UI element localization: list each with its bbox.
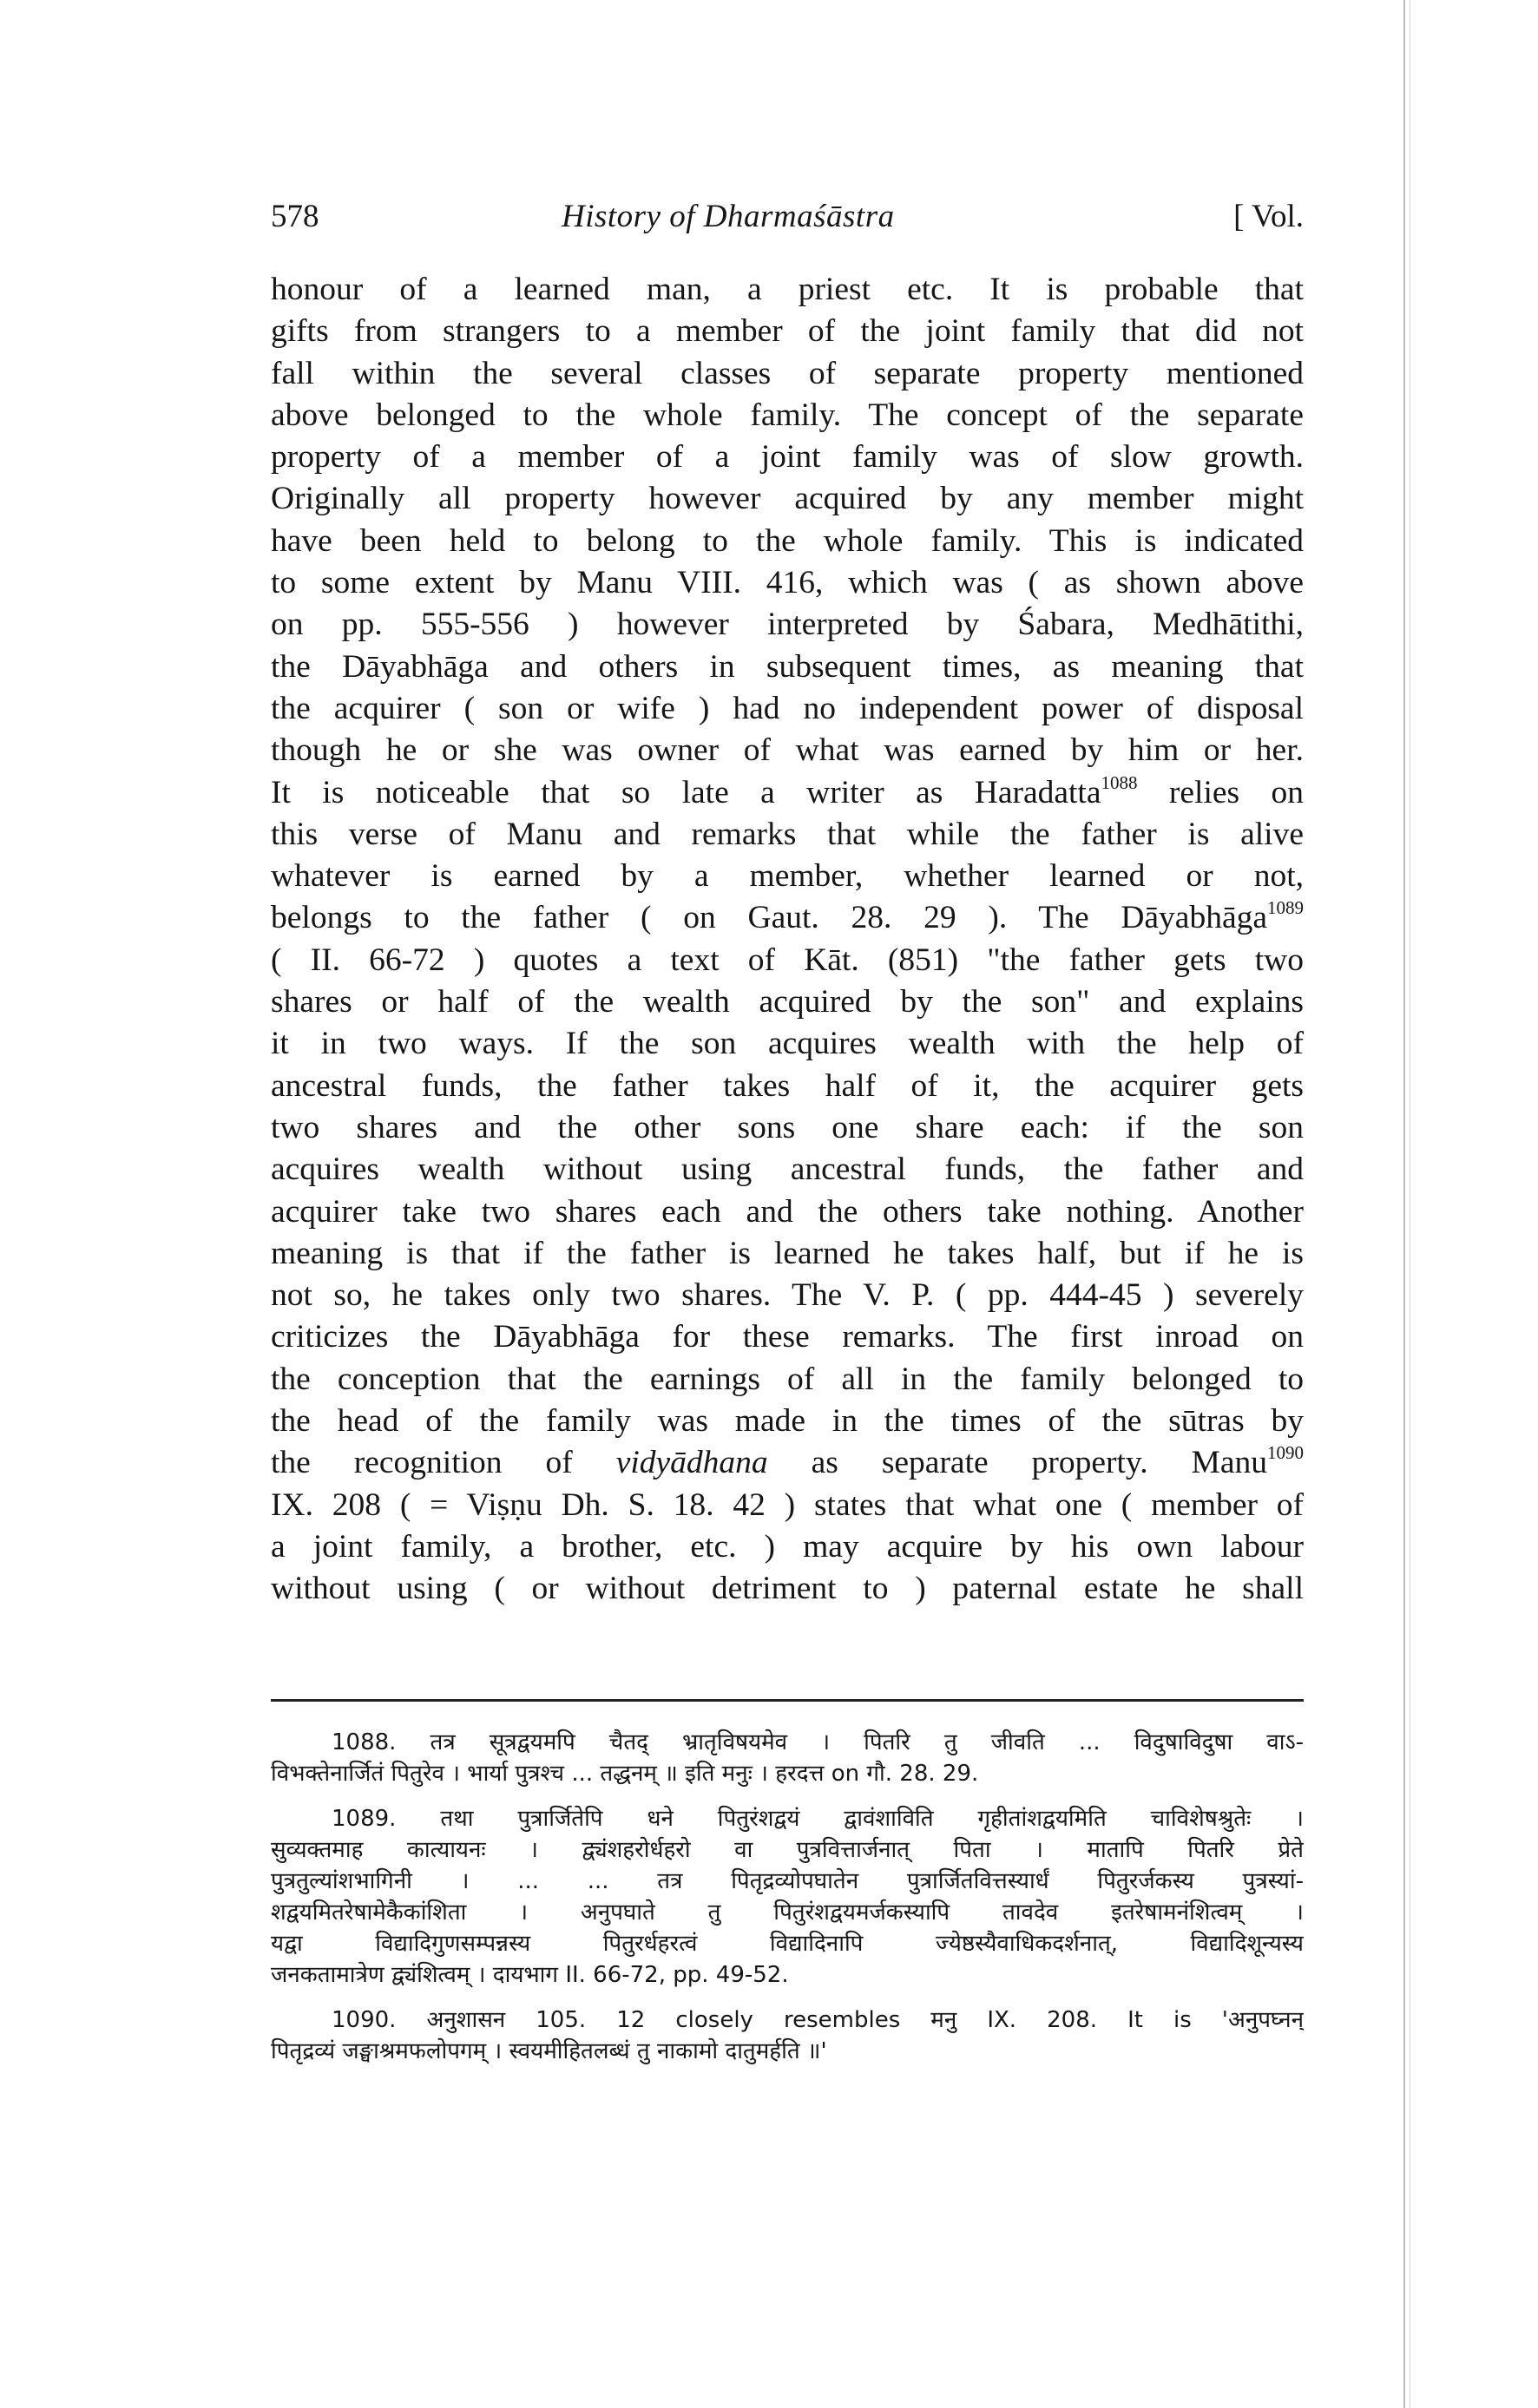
text-line: this verse of Manu and remarks that while the father is alive — [271, 816, 1304, 852]
text-line: to some extent by Manu VIII. 416, which was ( as shown above — [271, 565, 1304, 601]
footnotes — [271, 1727, 1304, 2081]
footnote-line — [271, 2004, 1304, 2036]
footnote-text: तत्र सूत्रद्वयमपि चैतद् भ्रातृविषयमेव । पितरि तु जीवति ... विदुषाविदुषा वाऽ- — [430, 1729, 1304, 1755]
footnote-line: सुव्यक्तमाह कात्यायनः । द्व्यंशहरोर्धहरो वा पुत्रवित्तार्जनात् पिता । मातापि पितरि प्रेते — [271, 1837, 1304, 1863]
italic-term: vidyādhana — [615, 1445, 768, 1481]
footnote-line: जनकतामात्रेण द्व्यंशित्वम् । दायभाग II. 66-72, pp. 49-52. — [271, 1962, 789, 1988]
footnote-number: 1088. — [332, 1729, 397, 1755]
text-line: fall within the several classes of separate property mentioned — [271, 355, 1304, 391]
footnote-1088 — [271, 1727, 1304, 1789]
text-line: criticizes the Dāyabhāga for these remarks. The first inroad on — [271, 1319, 1304, 1355]
text-line: have been held to belong to the whole family. This is indicated — [271, 522, 1304, 559]
text-line: the acquirer ( son or wife ) had no independent power of disposal — [271, 690, 1304, 726]
footnote-line — [271, 1727, 1304, 1758]
text-line-with-ref-1089 — [271, 897, 1304, 939]
text-line-with-ref-1088 — [271, 772, 1304, 814]
text-line: on pp. 555-556 ) however interpreted by Śabara, Medhātithi, — [271, 607, 1304, 643]
text-line: shares or half of the wealth acquired by the son" and explains — [271, 984, 1304, 1020]
footnote-line: पितृद्रव्यं जङ्घाश्रमफलोपगम् । स्वयमीहितलब्धं तु नाकामो दातुमर्हति ॥' — [271, 2038, 827, 2064]
text-line: it in two ways. If the son acquires wealth with the help of — [271, 1026, 1304, 1062]
text-segment: relies on — [1168, 774, 1304, 810]
running-title: History of Dharmaśāstra — [562, 199, 895, 234]
footnote-ref-1088: 1088 — [1101, 771, 1138, 793]
page-edge-line — [1403, 0, 1405, 2408]
text-line: acquirer take two shares each and the others take nothing. Another — [271, 1193, 1304, 1230]
text-line: ( II. 66-72 ) quotes a text of Kāt. (851) "the father gets two — [271, 942, 1304, 978]
text-line: whatever is earned by a member, whether learned or not, — [271, 858, 1304, 895]
footnote-number: 1089. — [332, 1806, 397, 1832]
text-line: acquires wealth without using ancestral funds, the father and — [271, 1152, 1304, 1188]
text-line: meaning is that if the father is learned he takes half, but if he is — [271, 1235, 1304, 1271]
main-text — [271, 269, 1304, 1611]
text-segment: belongs to the father ( on Gaut. 28. 29 ). The Dāyabhāga — [271, 900, 1267, 936]
text-line: the head of the family was made in the times of the sūtras by — [271, 1403, 1304, 1440]
footnote-1090 — [271, 2004, 1304, 2067]
footnote-number: 1090. — [332, 2007, 397, 2033]
footnote-line: शद्वयमितरेषामेकैकांशिता । अनुपघाते तु पितुरंशद्वयमर्जकस्यापि तावदेव इतरेषामनंशित्वम् । — [271, 1899, 1304, 1926]
text-line: a joint family, a brother, etc. ) may acquire by his own labour — [271, 1528, 1304, 1565]
text-line: property of a member of a joint family was of slow growth. — [271, 439, 1304, 476]
text-line: above belonged to the whole family. The concept of the separate — [271, 397, 1304, 433]
text-segment: It is noticeable that so late a writer as Haradatta — [271, 774, 1101, 810]
footnote-line — [271, 1803, 1304, 1834]
volume-marker: [ Vol. — [1233, 199, 1304, 234]
text-line: IX. 208 ( = Viṣṇu Dh. S. 18. 42 ) states that what one ( member of — [271, 1486, 1304, 1523]
text-segment: the recognition of — [271, 1445, 573, 1481]
footnote-text: अनुशासन 105. 12 closely resembles मनु IX. 208. It is 'अनुपघ्नन् — [426, 2007, 1304, 2033]
text-line-with-ref-1090 — [271, 1442, 1304, 1484]
page-number: 578 — [271, 199, 319, 234]
text-line: the Dāyabhāga and others in subsequent times, as meaning that — [271, 648, 1304, 685]
footnote-ref-1089: 1089 — [1267, 897, 1304, 919]
text-line: the conception that the earnings of all in the family belonged to — [271, 1361, 1304, 1397]
footnote-line: विभक्तेनार्जितं पितुरेव । भार्या पुत्रश्च ... तद्धनम् ॥ इति मनुः । हरदत्त on गौ. 28. 29. — [271, 1761, 979, 1787]
text-line: not so, he takes only two shares. The V. P. ( pp. 444-45 ) severely — [271, 1277, 1304, 1314]
text-line: without using ( or without detriment to ) paternal estate he shall — [271, 1571, 1304, 1607]
text-line: ancestral funds, the father takes half of it, the acquirer gets — [271, 1067, 1304, 1104]
footnote-line: यद्वा विद्यादिगुणसम्पन्नस्य पितुरर्धहरत्वं विद्यादिनापि ज्येष्ठस्यैवाधिकदर्शनात्, विद्यादिशून्यस्य — [271, 1931, 1304, 1957]
text-line: two shares and the other sons one share each: if the son — [271, 1109, 1304, 1145]
text-line: honour of a learned man, a priest etc. It is probable that — [271, 272, 1304, 307]
text-line: though he or she was owner of what was earned by him or her. — [271, 732, 1304, 769]
footnote-separator — [271, 1699, 1304, 1702]
footnote-line: पुत्रतुल्यांशभागिनी । ... ... तत्र पितृद्रव्योपघातेन पुत्रार्जितवित्तस्यार्धं पितुरर्जकस्य पुत्रस्यां- — [271, 1868, 1304, 1894]
footnote-ref-1090: 1090 — [1267, 1442, 1305, 1464]
text-line: gifts from strangers to a member of the joint family that did not — [271, 313, 1304, 350]
footnote-text: तथा पुत्रार्जितेपि धने पितुरंशद्वयं द्वावंशाविति गृहीतांशद्वयमिति चाविशेषश्रुतेः । — [440, 1806, 1304, 1832]
running-header — [271, 198, 1304, 241]
text-line: Originally all property however acquired by any member might — [271, 481, 1304, 517]
text-segment: as separate property. Manu — [811, 1445, 1268, 1481]
footnote-1089 — [271, 1803, 1304, 1991]
